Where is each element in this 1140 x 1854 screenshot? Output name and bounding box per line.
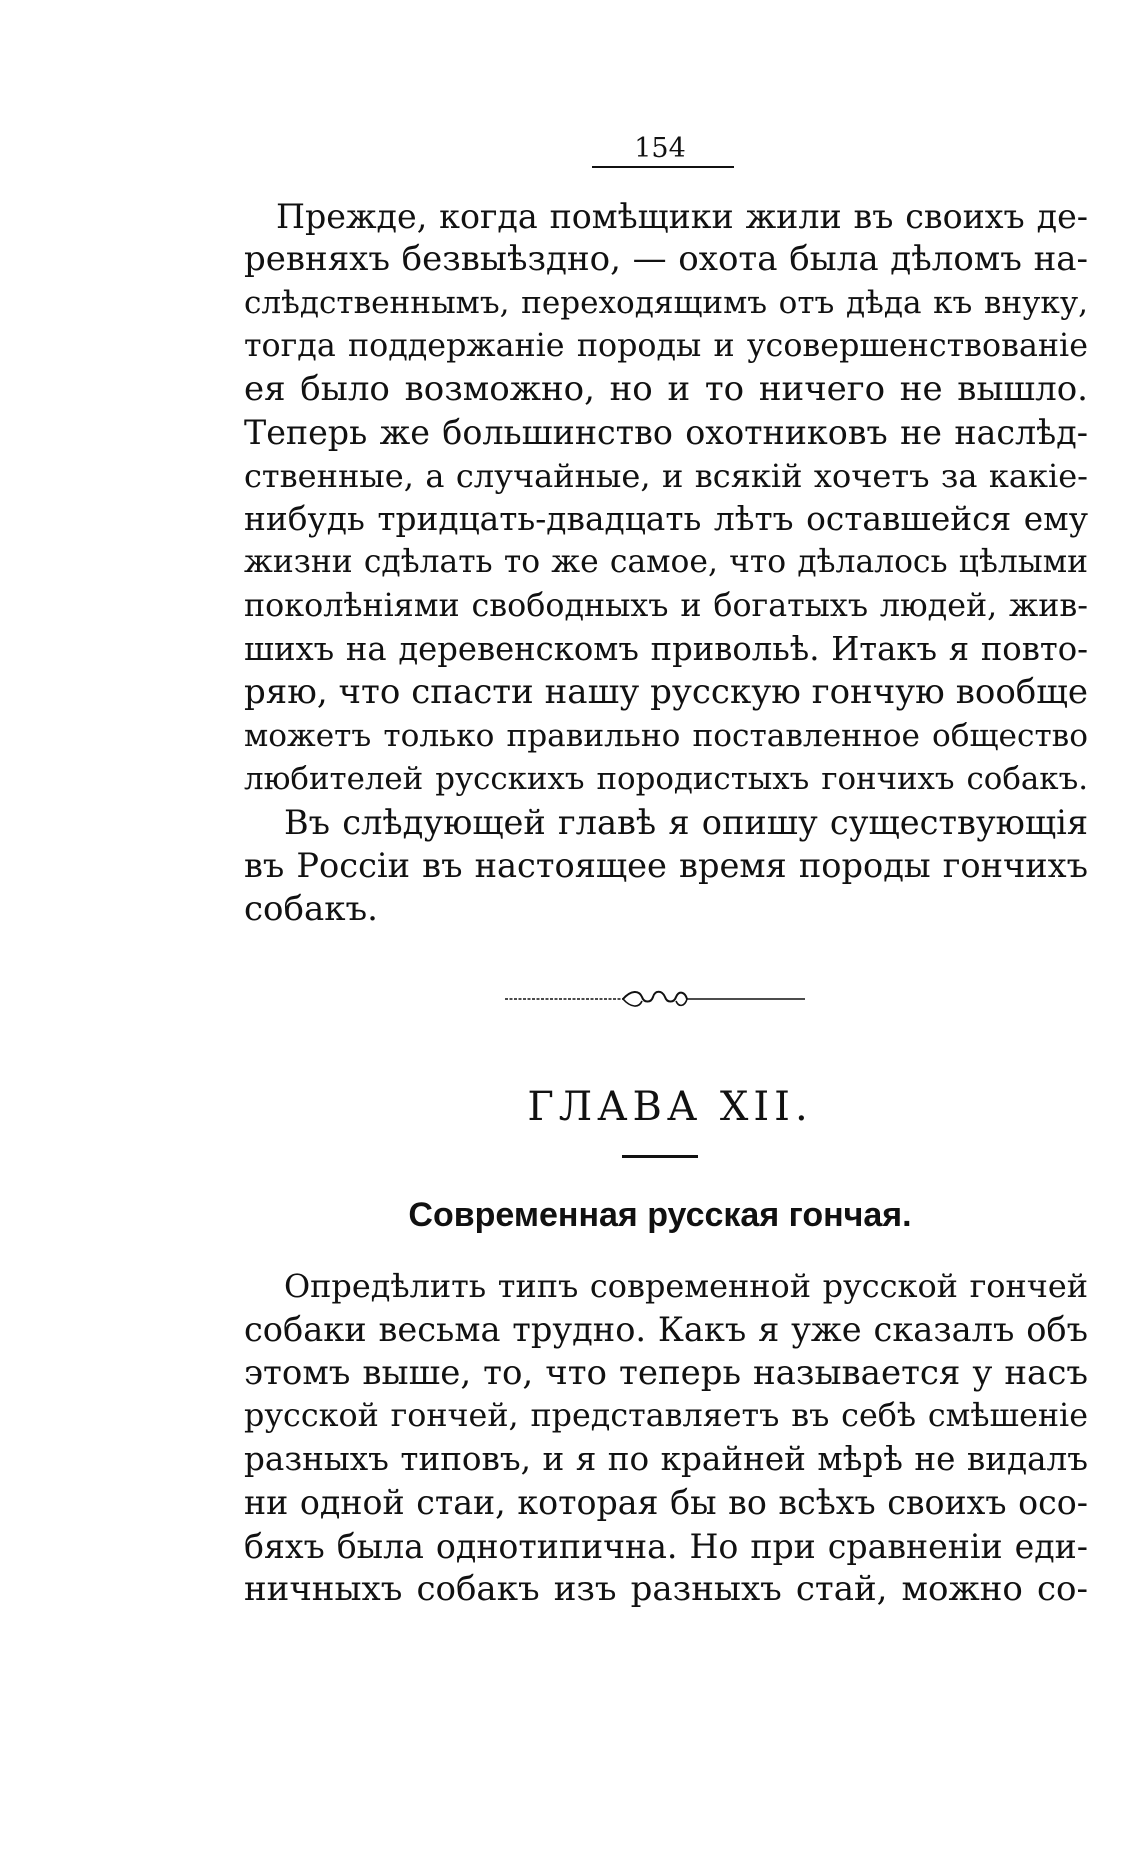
text-line: нибудь тридцать-двадцать лѣтъ оставшейся ему bbox=[244, 500, 1088, 539]
page-number: 154 bbox=[634, 133, 686, 164]
text-line: разныхъ типовъ, и я по крайней мѣрѣ не видалъ bbox=[244, 1440, 1088, 1479]
text-line: слѣдственнымъ, переходящимъ отъ дѣда къ внуку, bbox=[244, 284, 1088, 321]
text-line: ни одной стаи, которая бы во всѣхъ своихъ осо- bbox=[244, 1483, 1088, 1523]
text-line: ственные, а случайные, и всякій хочетъ за какіе- bbox=[244, 456, 1088, 495]
text-line: ряю, что спасти нашу русскую гончую вообще bbox=[244, 672, 1088, 713]
text-line: тогда поддержаніе породы и усовершенствованіе bbox=[244, 327, 1088, 364]
text-line: въ Россіи въ настоящее время породы гончихъ bbox=[244, 846, 1088, 886]
text-line: шихъ на деревенскомъ привольѣ. Итакъ я повто- bbox=[244, 629, 1088, 668]
top-text-block bbox=[244, 195, 1088, 931]
text-line: поколѣніями свободныхъ и богатыхъ людей, жив- bbox=[244, 587, 1088, 624]
text-line: ея было возможно, но и то ничего не вышло. bbox=[244, 369, 1088, 410]
page-number-rule bbox=[592, 166, 734, 168]
section-title: Современная русская гончая. bbox=[408, 1196, 912, 1234]
text-line: Прежде, когда помѣщики жили въ своихъ де- bbox=[276, 197, 1088, 236]
text-line: бяхъ была однотипична. Но при сравненіи еди- bbox=[244, 1526, 1088, 1566]
text-line: ничныхъ собакъ изъ разныхъ стай, можно со- bbox=[244, 1569, 1088, 1610]
text-line: собаки весьма трудно. Какъ я уже сказалъ объ bbox=[244, 1310, 1088, 1350]
text-line: ревняхъ безвыѣздно, — охота была дѣломъ на- bbox=[244, 239, 1088, 280]
text-line: жизни сдѣлать то же самое, что дѣлалось цѣлыми bbox=[244, 544, 1088, 581]
text-line: Теперь же большинство охотниковъ не наслѣд- bbox=[244, 413, 1088, 453]
ornament-divider bbox=[505, 984, 805, 1014]
paragraph bbox=[244, 195, 1088, 801]
paragraph bbox=[244, 1265, 1088, 1611]
text-line: собакъ. bbox=[244, 888, 378, 929]
chapter-rule bbox=[622, 1155, 698, 1158]
bottom-text-block bbox=[244, 1265, 1088, 1611]
text-line: любителей русскихъ породистыхъ гончихъ собакъ. bbox=[244, 760, 1088, 797]
paragraph bbox=[244, 801, 1088, 931]
text-line: русской гончей, представляетъ въ себѣ смѣшеніе bbox=[244, 1397, 1088, 1434]
text-line: этомъ выше, то, что теперь называется у насъ bbox=[244, 1352, 1088, 1393]
chapter-title: ГЛАВА XII. bbox=[527, 1084, 813, 1130]
text-line: Въ слѣдующей главѣ я опишу существующія bbox=[284, 803, 1088, 843]
text-line: можетъ только правильно поставленное общество bbox=[244, 717, 1088, 754]
text-line: Опредѣлить типъ современной русской гончей bbox=[284, 1267, 1088, 1305]
